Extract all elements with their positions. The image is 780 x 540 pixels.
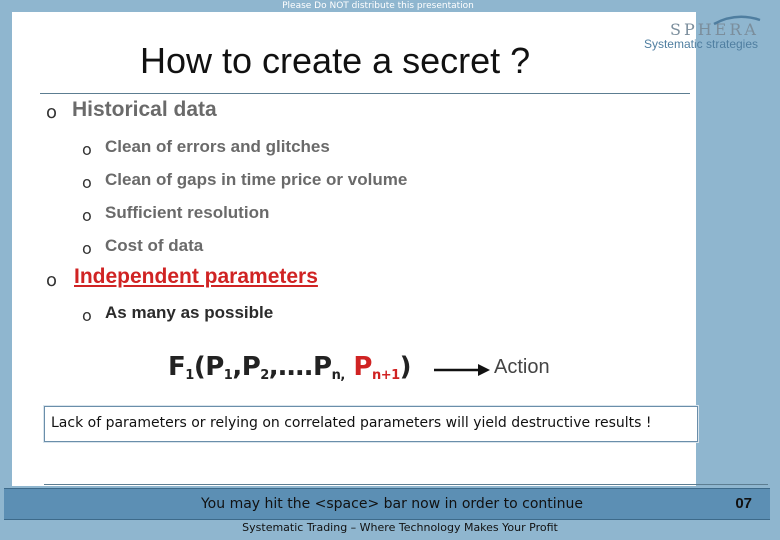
slide-title: How to create a secret ?	[140, 40, 531, 81]
slide-number: 07	[735, 495, 752, 512]
footer-tagline: Systematic Trading – Where Technology Makes Your Profit	[242, 521, 558, 534]
bullet-as-many-as-possible: As many as possible	[105, 303, 274, 322]
title-divider	[40, 93, 690, 94]
warning-text: Lack of parameters or relying on correlated parameters will yield destructive results !	[51, 415, 652, 431]
warning-banner	[44, 406, 698, 442]
bullet-independent-parameters: Independent parameters	[74, 265, 318, 288]
sphera-logo	[640, 14, 762, 58]
bullet-clean-gaps: Clean of gaps in time price or volume	[105, 170, 408, 189]
bullet-marker: o	[82, 173, 92, 192]
bullet-marker: o	[46, 270, 58, 291]
logo-tagline: Systematic strategies	[643, 37, 759, 51]
bullet-marker: o	[46, 102, 58, 123]
bullet-marker: o	[82, 140, 92, 159]
bullet-resolution: Sufficient resolution	[105, 203, 270, 222]
continue-hint: You may hit the <space> bar now in order to continue	[200, 496, 584, 512]
formula-extra-parameter: $P_{n+1}$	[353, 352, 400, 383]
continue-bar[interactable]	[4, 488, 770, 520]
logo-wordmark: SPHERA	[670, 20, 759, 39]
bullet-cost-of-data: Cost of data	[105, 236, 204, 255]
logo-swoosh-icon	[712, 14, 762, 26]
formula-diagram	[168, 350, 568, 394]
distribution-notice: Please Do NOT distribute this presentation	[282, 1, 474, 11]
formula-expression: $F_1(P_1,P_2,\dots.P_{n,}$ $P_{n+1}$)	[168, 352, 412, 383]
right-arrow-icon	[434, 362, 490, 378]
bullet-marker: o	[82, 206, 92, 225]
bullet-clean-errors: Clean of errors and glitches	[105, 137, 330, 156]
bullet-marker: o	[82, 306, 92, 325]
formula-action-label: Action	[494, 356, 550, 378]
bullet-marker: o	[82, 239, 92, 258]
bullet-historical-data: Historical data	[72, 98, 217, 121]
bottom-divider	[44, 484, 768, 485]
